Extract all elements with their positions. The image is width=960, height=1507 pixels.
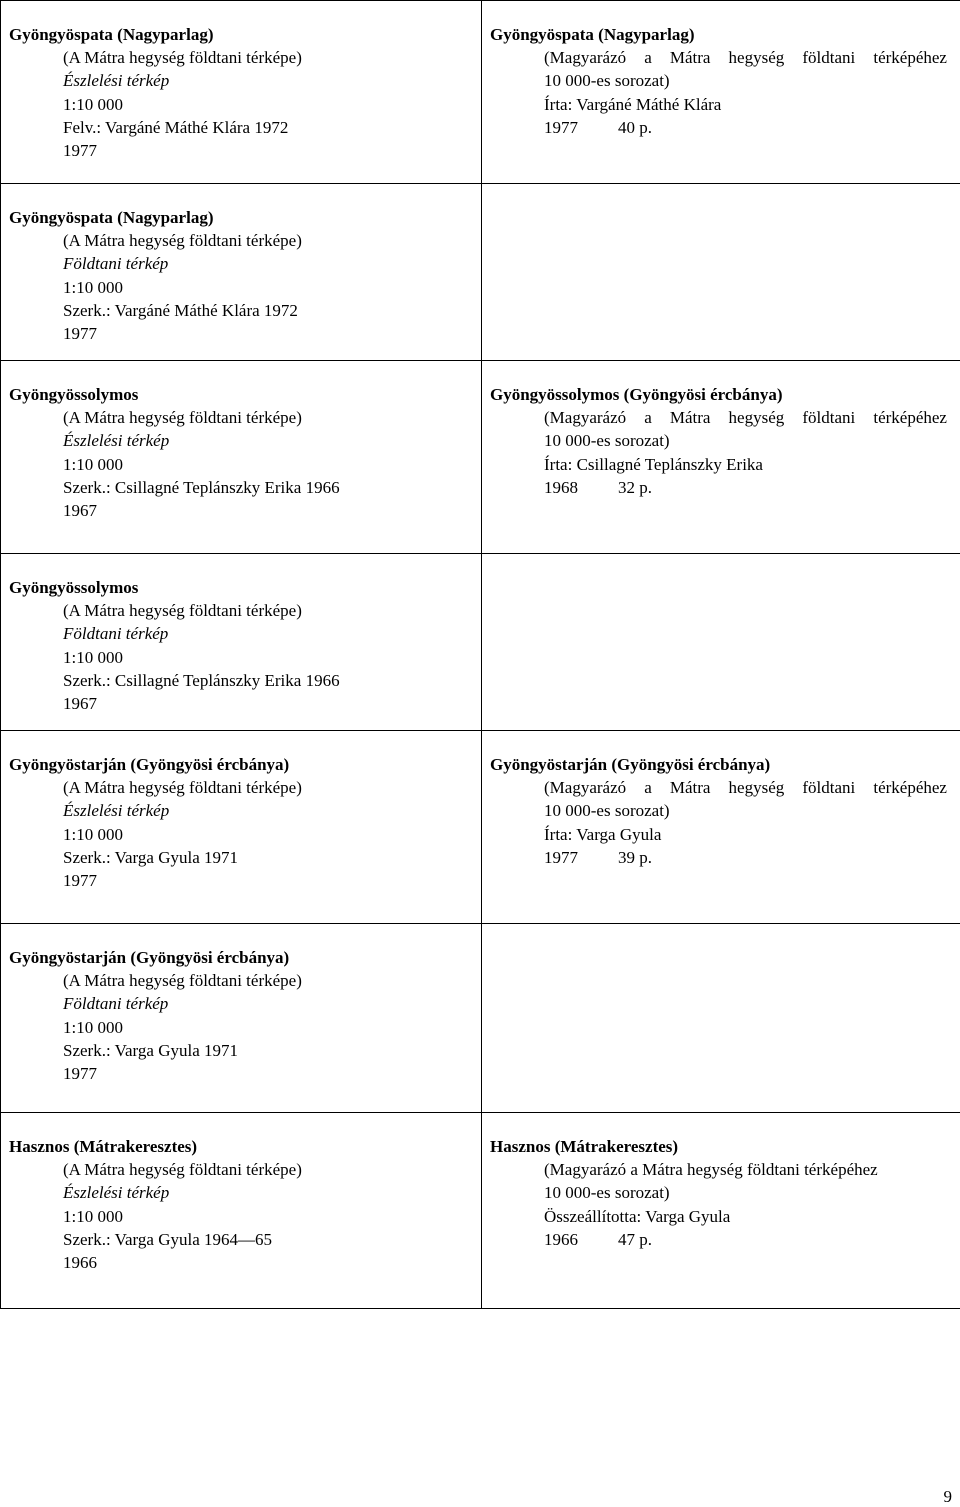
publication-year: 1968 [544,478,578,497]
publication-year: 1977 [544,118,578,137]
explanation-line-1 [490,46,960,69]
word: térképéhez [873,406,947,429]
explanation-entry-cell [482,1113,960,1309]
credit-line: Szerk.: Csillagné Teplánszky Erika 1966 [9,476,481,499]
series-line: (A Mátra hegység földtani térképe) [9,776,481,799]
entry-title: Gyöngyössolymos [9,383,481,406]
empty-cell [482,184,960,361]
map-type: Földtani térkép [9,622,481,645]
map-type: Észlelési térkép [9,1181,481,1204]
word: térképéhez [873,776,947,799]
catalog-row [1,184,960,361]
series-line: (A Mátra hegység földtani térképe) [9,46,481,69]
map-scale: 1:10 000 [9,276,481,299]
word: (Magyarázó [544,776,626,799]
year-pages-line [490,476,960,499]
catalog-row [1,1113,960,1309]
entry-title: Gyöngyöspata (Nagyparlag) [9,206,481,229]
word: földtani [802,406,855,429]
year-pages-line [490,846,960,869]
catalog-row [1,554,960,731]
publication-year: 1967 [9,692,481,715]
map-type: Észlelési térkép [9,69,481,92]
entry-title: Gyöngyöspata (Nagyparlag) [9,23,481,46]
map-entry-cell [1,361,482,554]
word: a [644,776,652,799]
series-line: (A Mátra hegység földtani térképe) [9,229,481,252]
catalog-row [1,731,960,924]
map-scale: 1:10 000 [9,646,481,669]
explanation-line-1 [490,776,960,799]
explanation-line-1: (Magyarázó a Mátra hegység földtani térképéhez [490,1158,960,1181]
explanation-line-2: 10 000-es sorozat) [490,429,960,452]
publication-year: 1966 [9,1251,481,1274]
map-type: Észlelési térkép [9,799,481,822]
word: (Magyarázó [544,406,626,429]
year-pages-line [490,116,960,139]
publication-year: 1967 [9,499,481,522]
entry-title: Gyöngyöspata (Nagyparlag) [490,23,960,46]
word: földtani [802,46,855,69]
explanation-line-2: 10 000-es sorozat) [490,69,960,92]
map-scale: 1:10 000 [9,1016,481,1039]
author-line: Írta: Csillagné Teplánszky Erika [490,453,960,476]
explanation-entry-cell [482,361,960,554]
entry-title: Gyöngyöstarján (Gyöngyösi ércbánya) [9,946,481,969]
map-scale: 1:10 000 [9,93,481,116]
entry-title: Hasznos (Mátrakeresztes) [9,1135,481,1158]
map-entry-cell [1,731,482,924]
empty-cell [482,554,960,731]
entry-title: Gyöngyöstarján (Gyöngyösi ércbánya) [9,753,481,776]
word: Mátra [670,776,711,799]
word: Mátra [670,46,711,69]
credit-line: Felv.: Vargáné Máthé Klára 1972 [9,116,481,139]
explanation-entry-cell [482,1,960,184]
map-entry-cell [1,554,482,731]
series-line: (A Mátra hegység földtani térképe) [9,406,481,429]
series-line: (A Mátra hegység földtani térképe) [9,1158,481,1181]
catalog-row [1,361,960,554]
catalog-row [1,1,960,184]
publication-year: 1977 [9,869,481,892]
explanation-entry-cell [482,731,960,924]
map-entry-cell [1,1,482,184]
word: hegység [729,406,785,429]
author-line: Összeállította: Varga Gyula [490,1205,960,1228]
map-scale: 1:10 000 [9,453,481,476]
entry-title: Gyöngyössolymos [9,576,481,599]
entry-title: Hasznos (Mátrakeresztes) [490,1135,960,1158]
publication-year: 1966 [544,1230,578,1249]
publication-year: 1977 [544,848,578,867]
word: a [644,46,652,69]
series-line: (A Mátra hegység földtani térképe) [9,599,481,622]
author-line: Írta: Varga Gyula [490,823,960,846]
word: (Magyarázó [544,46,626,69]
map-type: Földtani térkép [9,992,481,1015]
word: hegység [729,776,785,799]
word: hegység [729,46,785,69]
catalog-row [1,924,960,1113]
publication-year: 1977 [9,139,481,162]
credit-line: Szerk.: Varga Gyula 1964—65 [9,1228,481,1251]
credit-line: Szerk.: Varga Gyula 1971 [9,846,481,869]
explanation-line-2: 10 000-es sorozat) [490,799,960,822]
author-line: Írta: Vargáné Máthé Klára [490,93,960,116]
entry-title: Gyöngyössolymos (Gyöngyösi ércbánya) [490,383,960,406]
map-scale: 1:10 000 [9,1205,481,1228]
empty-cell [482,924,960,1113]
credit-line: Szerk.: Varga Gyula 1971 [9,1039,481,1062]
credit-line: Szerk.: Csillagné Teplánszky Erika 1966 [9,669,481,692]
map-type: Földtani térkép [9,252,481,275]
page-number: 9 [944,1487,953,1507]
year-pages-line [490,1228,960,1251]
explanation-line-1 [490,406,960,429]
word: a [644,406,652,429]
publication-year: 1977 [9,1062,481,1085]
page-count: 39 p. [578,848,652,867]
explanation-line-2: 10 000-es sorozat) [490,1181,960,1204]
publication-year: 1977 [9,322,481,345]
entry-title: Gyöngyöstarján (Gyöngyösi ércbánya) [490,753,960,776]
map-entry-cell [1,184,482,361]
page-count: 32 p. [578,478,652,497]
word: földtani [802,776,855,799]
map-scale: 1:10 000 [9,823,481,846]
page-count: 40 p. [578,118,652,137]
credit-line: Szerk.: Vargáné Máthé Klára 1972 [9,299,481,322]
page-count: 47 p. [578,1230,652,1249]
map-entry-cell [1,924,482,1113]
word: térképéhez [873,46,947,69]
map-type: Észlelési térkép [9,429,481,452]
word: Mátra [670,406,711,429]
series-line: (A Mátra hegység földtani térképe) [9,969,481,992]
map-entry-cell [1,1113,482,1309]
